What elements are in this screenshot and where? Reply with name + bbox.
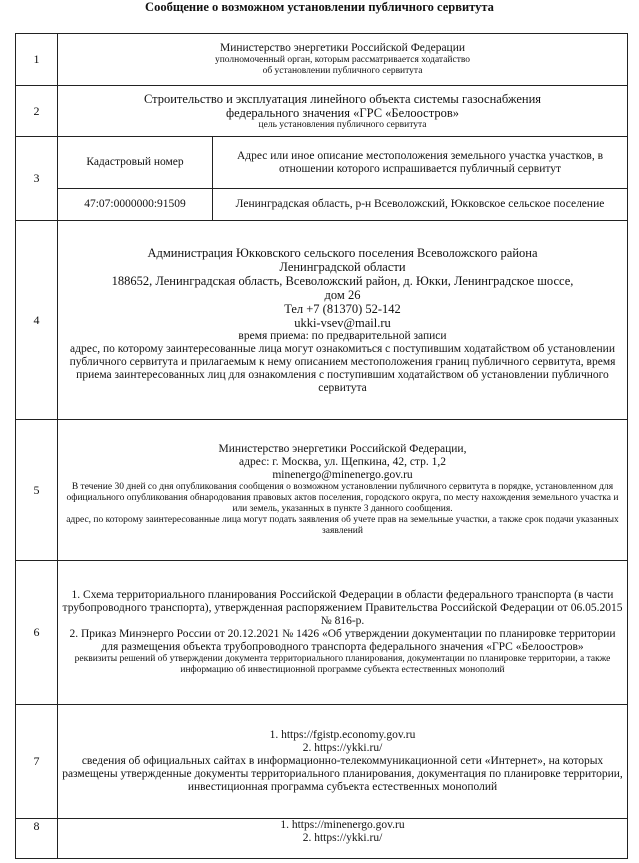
ministry-name: Министерство энергетики Российской Федерации, <box>218 443 467 455</box>
administration-address: дом 26 <box>324 287 361 302</box>
website-link[interactable]: 2. https://ykki.ru/ <box>302 742 383 754</box>
row-content <box>58 86 628 137</box>
cadastral-number: 47:07:0000000:91509 <box>58 189 213 221</box>
website-link[interactable]: 1. https://minenergo.gov.ru <box>280 819 405 831</box>
field-caption: реквизиты решений об утверждении документа территориального планирования, документации по планировке территории, а также информацию об инвестиционной программе субъекта естественных монополий <box>74 654 611 675</box>
row-content <box>58 705 628 819</box>
row-number: 4 <box>16 221 58 420</box>
administration-name: Ленинградской области <box>279 259 406 274</box>
row-content <box>58 819 628 859</box>
planning-scheme: 1. Схема территориального планирования Российской Федерации в области федерального транспорта (в части трубопроводного транспорта), утвержденная распоряжением Правительства Российской Федерации от 06.05.2015 № 816-р. <box>62 589 623 627</box>
field-caption: сведения об официальных сайтах в информационно-телекоммуникационной сети «Интернет», на которых размещены утвержденные документы территориального планирования, документация по планировке территории, инвестиционная программа субъекта естественных монополий <box>62 755 623 793</box>
field-caption: уполномоченный орган, которым рассматривается ходатайство <box>214 55 471 65</box>
email: ukki-vsev@mail.ru <box>294 315 391 330</box>
table-row <box>16 705 628 819</box>
authority-name: Министерство энергетики Российской Федерации <box>219 42 466 54</box>
field-caption: об установлении публичного сервитута <box>262 66 423 76</box>
phone: Тел +7 (81370) 52-142 <box>284 301 401 316</box>
row-number: 8 <box>16 819 58 859</box>
plot-address: Ленинградская область, р-н Всеволожский, Юкковское сельское поселение <box>213 189 628 221</box>
row-number: 6 <box>16 561 58 705</box>
purpose-text: Строительство и эксплуатация линейного объекта системы газоснабжения <box>143 91 542 106</box>
cadastral-header: Кадастровый номер <box>58 137 213 189</box>
address-header: Адрес или иное описание местоположения земельного участка участков, в отношении которого испрашивается публичный сервитут <box>213 137 628 189</box>
row-content <box>58 561 628 705</box>
table-row <box>16 819 628 859</box>
row-content <box>58 221 628 420</box>
ministry-address: адрес: г. Москва, ул. Щепкина, 42, стр. 1,2 <box>239 456 446 468</box>
table-row <box>16 34 628 86</box>
planning-order: 2. Приказ Минэнерго России от 20.12.2021 № 1426 «Об утверждении документации по планировке территории для размещения объекта трубопроводного транспорта федерального значения «ГРС «Белоостров» <box>69 628 616 653</box>
administration-name: Администрация Юкковского сельского поселения Всеволожского района <box>147 245 538 260</box>
table-row <box>16 189 628 221</box>
servitude-table <box>15 33 628 859</box>
table-row <box>16 86 628 137</box>
table-row <box>16 221 628 420</box>
website-link[interactable]: 2. https://ykki.ru/ <box>302 832 383 844</box>
purpose-text: федерального значения «ГРС «Белоостров» <box>225 105 459 120</box>
field-caption: цель установления публичного сервитута <box>258 119 427 130</box>
table-row <box>16 137 628 189</box>
row-number: 2 <box>16 86 58 137</box>
field-caption: адрес, по которому заинтересованные лица могут ознакомиться с поступившим ходатайством об установлении публичного сервитута и прилагаемым к нему описанием местоположения границ публичного сервитута, время приема заинтересованных лиц для ознакомления с поступившим ходатайством об установлении публичного сервитута <box>69 342 616 394</box>
reception-time: время приема: по предварительной записи <box>238 329 447 342</box>
administration-address: 188652, Ленинградская область, Всеволожский район, д. Юкки, Ленинградское шоссе, <box>111 273 574 288</box>
row-content <box>58 34 628 86</box>
ministry-email: minenergo@minenergo.gov.ru <box>272 469 413 481</box>
row-number: 7 <box>16 705 58 819</box>
website-link[interactable]: 1. https://fgistp.economy.gov.ru <box>269 729 416 741</box>
row-number: 3 <box>16 137 58 221</box>
row-content <box>58 420 628 561</box>
field-caption: адрес, по которому заинтересованные лица могут подать заявления об учете прав на земельные участки, а также срок подачи указанных заявлений <box>66 515 619 536</box>
table-row <box>16 420 628 561</box>
row-number: 1 <box>16 34 58 86</box>
submission-term: В течение 30 дней со дня опубликования сообщения о возможном установлении публичного сервитута в порядке, установленном для официального опубликования обнародования правовых актов поселения, городского округа, по месту нахождения земельного участка и или земель, указанных в пункте 3 данного сообщения. <box>66 482 619 514</box>
row-number: 5 <box>16 420 58 561</box>
document-title: Сообщение о возможном установлении публичного сервитута <box>145 0 494 14</box>
table-row <box>16 561 628 705</box>
